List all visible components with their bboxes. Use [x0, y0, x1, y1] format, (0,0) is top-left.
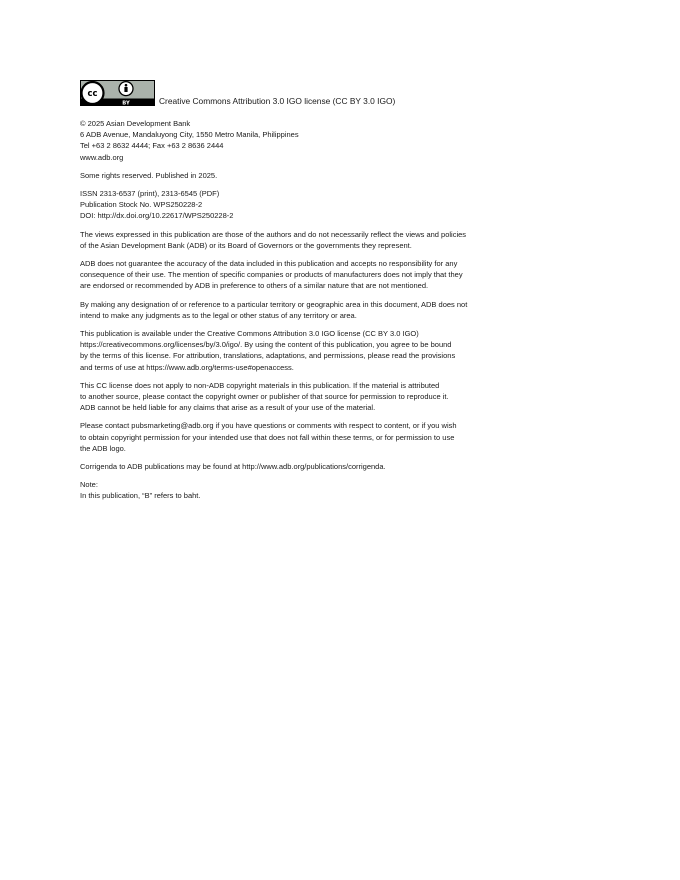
text-line: are endorsed or recommended by ADB in preference to others of a similar nature that are not mentioned. [80, 281, 429, 291]
by-label: BY [122, 100, 130, 106]
cc-by-license-icon [80, 80, 155, 106]
text-line: Please contact pubsmarketing@adb.org if you have questions or comments with respect to content, or if you wish [80, 421, 457, 431]
text-line: consequence of their use. The mention of specific companies or products of manufacturers does not imply that they [80, 270, 463, 280]
text-line: Corrigenda to ADB publications may be found at http://www.adb.org/publications/corrigenda. [80, 462, 386, 472]
text-line: to another source, please contact the copyright owner or publisher of that source for permission to reproduce it. [80, 392, 449, 402]
license-label: Creative Commons Attribution 3.0 IGO license (CC BY 3.0 IGO) [159, 96, 396, 106]
stock-number-line: Publication Stock No. WPS250228-2 [80, 200, 203, 210]
text-line: https://creativecommons.org/licenses/by/3.0/igo/. By using the content of this publication, you agree to be bound [80, 340, 452, 350]
doi-line: DOI: http://dx.doi.org/10.22617/WPS250228-2 [80, 211, 234, 221]
license-header [80, 80, 520, 106]
text-line: to obtain copyright permission for your intended use that does not fall within these terms, or for permission to use [80, 432, 455, 442]
note-heading: Note: [80, 480, 98, 490]
contact-notice [80, 420, 520, 454]
territory-disclaimer [80, 299, 520, 321]
note-block [80, 479, 520, 501]
copyright-line: © 2025 Asian Development Bank [80, 119, 191, 128]
publisher-block [80, 118, 520, 163]
text-line: of the Asian Development Bank (ADB) or its Board of Governors or the governments they represent. [80, 240, 412, 250]
text-line: The views expressed in this publication are those of the authors and do not necessarily reflect the views and policies [80, 229, 467, 239]
text-line: This publication is available under the Creative Commons Attribution 3.0 IGO license (CC BY 3.0 IGO) [80, 329, 419, 339]
phone-line: Tel +63 2 8632 4444; Fax +63 2 8636 2444 [80, 141, 224, 151]
issn-line: ISSN 2313-6537 (print), 2313-6545 (PDF) [80, 189, 220, 199]
note-text: In this publication, “B” refers to baht. [80, 491, 201, 501]
cc-scope-disclaimer [80, 380, 520, 414]
corrigenda-notice [80, 461, 520, 472]
rights-line: Some rights reserved. Published in 2025. [80, 170, 218, 180]
text-line: by the terms of this license. For attribution, translations, adaptations, and permissions, please read the provisions [80, 351, 456, 361]
text-line: ADB does not guarantee the accuracy of the data included in this publication and accepts no responsibility for any [80, 259, 458, 269]
text-line: and terms of use at https://www.adb.org/terms-use#openaccess. [80, 362, 294, 372]
text-line: the ADB logo. [80, 443, 126, 453]
rights-block [80, 170, 520, 181]
text-line: By making any designation of or reference to a particular territory or geographic area in this document, ADB does not [80, 299, 468, 309]
copyright-page [80, 80, 520, 509]
address-line: 6 ADB Avenue, Mandaluyong City, 1550 Metro Manila, Philippines [80, 130, 299, 140]
cc-glyph: cc [87, 89, 98, 99]
text-line: This CC license does not apply to non-ADB copyright materials in this publication. If the material is attributed [80, 380, 440, 390]
accuracy-disclaimer [80, 258, 520, 292]
website-line: www.adb.org [80, 152, 124, 162]
views-disclaimer [80, 229, 520, 251]
license-availability [80, 328, 520, 373]
text-line: ADB cannot be held liable for any claims that arise as a result of your use of the material. [80, 403, 376, 413]
text-line: intend to make any judgments as to the legal or other status of any territory or area. [80, 310, 357, 320]
issn-block [80, 188, 520, 222]
